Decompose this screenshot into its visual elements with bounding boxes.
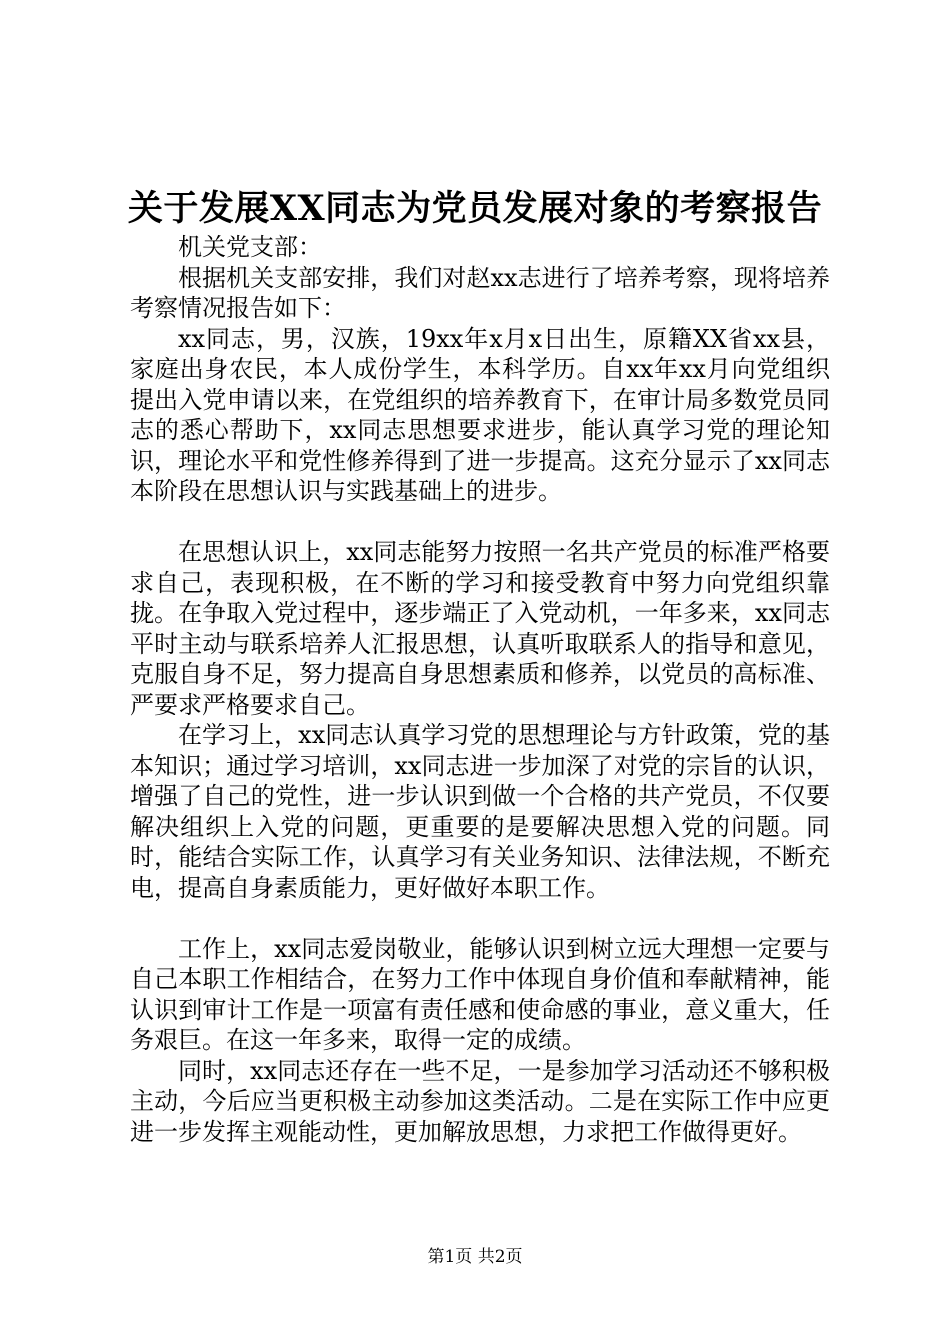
- document-title: 关于发展XX同志为党员发展对象的考察报告: [127, 188, 823, 229]
- paragraph-study: 在学习上，xx同志认真学习党的思想理论与方针政策，党的基本知识；通过学习培训，xx同志进一步加深了对党的宗旨的认识，增强了自己的党性，进一步认识到做一个合格的共产党员，不仅要解决组织上入党的问题，更重要的是要解决思想入党的问题。同时，能结合实际工作，认真学习有关业务知识、法律法规，不断充电，提高自身素质能力，更好做好本职工作。: [130, 721, 830, 902]
- paragraph-intro: 根据机关支部安排，我们对赵xx志进行了培养考察，现将培养考察情况报告如下：: [130, 263, 830, 322]
- document-body: [130, 232, 830, 1147]
- paragraph-background: xx同志，男，汉族，19xx年x月x日出生，原籍XX省xx县，家庭出身农民，本人成份学生，本科学历。自xx年xx月向党组织提出入党申请以来，在党组织的培养教育下，在审计局多数党员同志的悉心帮助下，xx同志思想要求进步，能认真学习党的理论知识，理论水平和党性修养得到了进一步提高。这充分显示了xx同志本阶段在思想认识与实践基础上的进步。: [130, 324, 830, 505]
- page-number: 第1页 共2页: [427, 1247, 523, 1267]
- paragraph-work: 工作上，xx同志爱岗敬业，能够认识到树立远大理想一定要与自己本职工作相结合，在努力工作中体现自身价值和奉献精神，能认识到审计工作是一项富有责任感和使命感的事业，意义重大，任务艰巨。在这一年多来，取得一定的成绩。: [130, 934, 830, 1054]
- paragraph-ideology: 在思想认识上，xx同志能努力按照一名共产党员的标准严格要求自己，表现积极，在不断的学习和接受教育中努力向党组织靠拢。在争取入党过程中，逐步端正了入党动机，一年多来，xx同志平时主动与联系培养人汇报思想，认真听取联系人的指导和意见，克服自身不足，努力提高自身思想素质和修养，以党员的高标准、严要求严格要求自己。: [130, 538, 830, 719]
- salutation: 机关党支部：: [178, 233, 322, 261]
- paragraph-shortcomings: 同时，xx同志还存在一些不足，一是参加学习活动还不够积极主动，今后应当更积极主动参加这类活动。二是在实际工作中应更进一步发挥主观能动性，更加解放思想，力求把工作做得更好。: [130, 1056, 830, 1146]
